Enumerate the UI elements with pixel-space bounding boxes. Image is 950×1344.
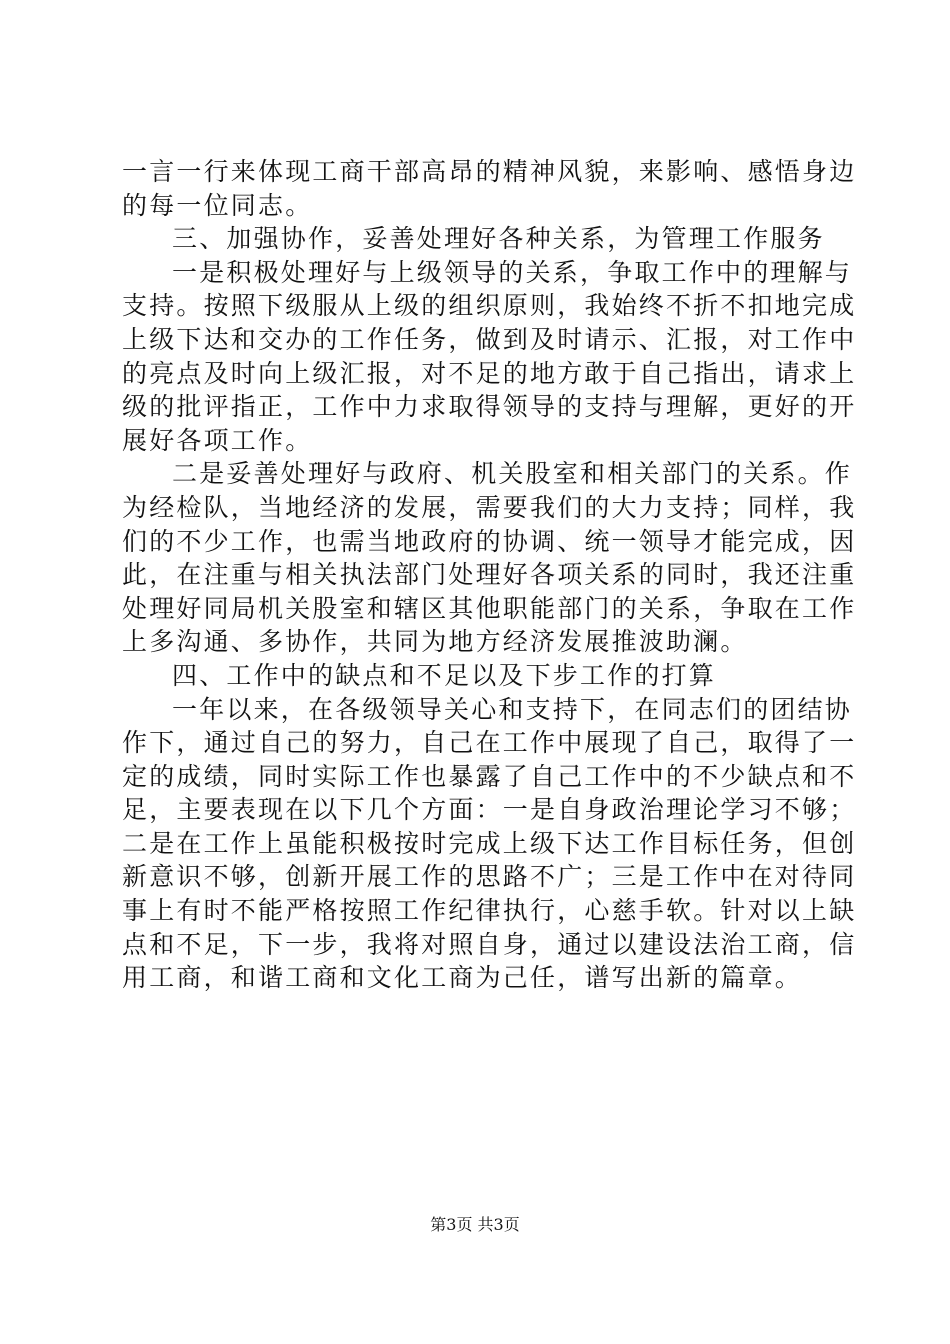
document-body xyxy=(122,155,857,995)
text-line: 处理好同局机关股室和辖区其他职能部门的关系，争取在工作 xyxy=(122,593,857,623)
text-line: 一年以来，在各级领导关心和支持下，在同志们的团结协 xyxy=(172,694,853,724)
text-line: 一是积极处理好与上级领导的关系，争取工作中的理解与 xyxy=(172,257,853,287)
text-line: 为经检队，当地经济的发展，需要我们的大力支持；同样，我 xyxy=(122,492,857,522)
text-line: 二是妥善处理好与政府、机关股室和相关部门的关系。作 xyxy=(172,459,853,489)
page-number: 第3页 共3页 xyxy=(430,1215,520,1234)
text-line: 们的不少工作，也需当地政府的协调、统一领导才能完成，因 xyxy=(122,526,857,556)
text-line: 此，在注重与相关执法部门处理好各项关系的同时，我还注重 xyxy=(122,560,857,590)
text-line: 作下，通过自己的努力，自己在工作中展现了自己，取得了一 xyxy=(122,728,857,758)
text-line: 上多沟通、多协作，共同为地方经济发展推波助澜。 xyxy=(122,627,748,657)
page-footer xyxy=(0,1213,950,1237)
text-line: 足，主要表现在以下几个方面：一是自身政治理论学习不够； xyxy=(122,795,857,825)
text-line: 上级下达和交办的工作任务，做到及时请示、汇报，对工作中 xyxy=(122,324,857,354)
text-line: 的每一位同志。 xyxy=(122,190,313,220)
text-line: 支持。按照下级服从上级的组织原则，我始终不折不扣地完成 xyxy=(122,291,857,321)
section-heading: 四、工作中的缺点和不足以及下步工作的打算 xyxy=(172,660,717,690)
text-line: 一言一行来体现工商干部高昂的精神风貌，来影响、感悟身边 xyxy=(122,157,857,186)
text-line: 的亮点及时向上级汇报，对不足的地方敢于自己指出，请求上 xyxy=(122,358,857,388)
text-line: 级的批评指正，工作中力求取得领导的支持与理解，更好的开 xyxy=(122,392,857,422)
text-line: 二是在工作上虽能积极按时完成上级下达工作目标任务，但创 xyxy=(122,828,857,858)
text-line: 用工商，和谐工商和文化工商为己任，谱写出新的篇章。 xyxy=(122,963,803,993)
text-line: 新意识不够，创新开展工作的思路不广；三是工作中在对待同 xyxy=(122,862,857,892)
text-line: 展好各项工作。 xyxy=(122,425,313,455)
section-heading: 三、加强协作，妥善处理好各种关系，为管理工作服务 xyxy=(172,224,825,254)
text-line: 定的成绩，同时实际工作也暴露了自己工作中的不少缺点和不 xyxy=(122,761,857,791)
text-line: 事上有时不能严格按照工作纪律执行，心慈手软。针对以上缺 xyxy=(122,896,857,926)
text-line: 点和不足，下一步，我将对照自身，通过以建设法治工商，信 xyxy=(122,929,857,959)
